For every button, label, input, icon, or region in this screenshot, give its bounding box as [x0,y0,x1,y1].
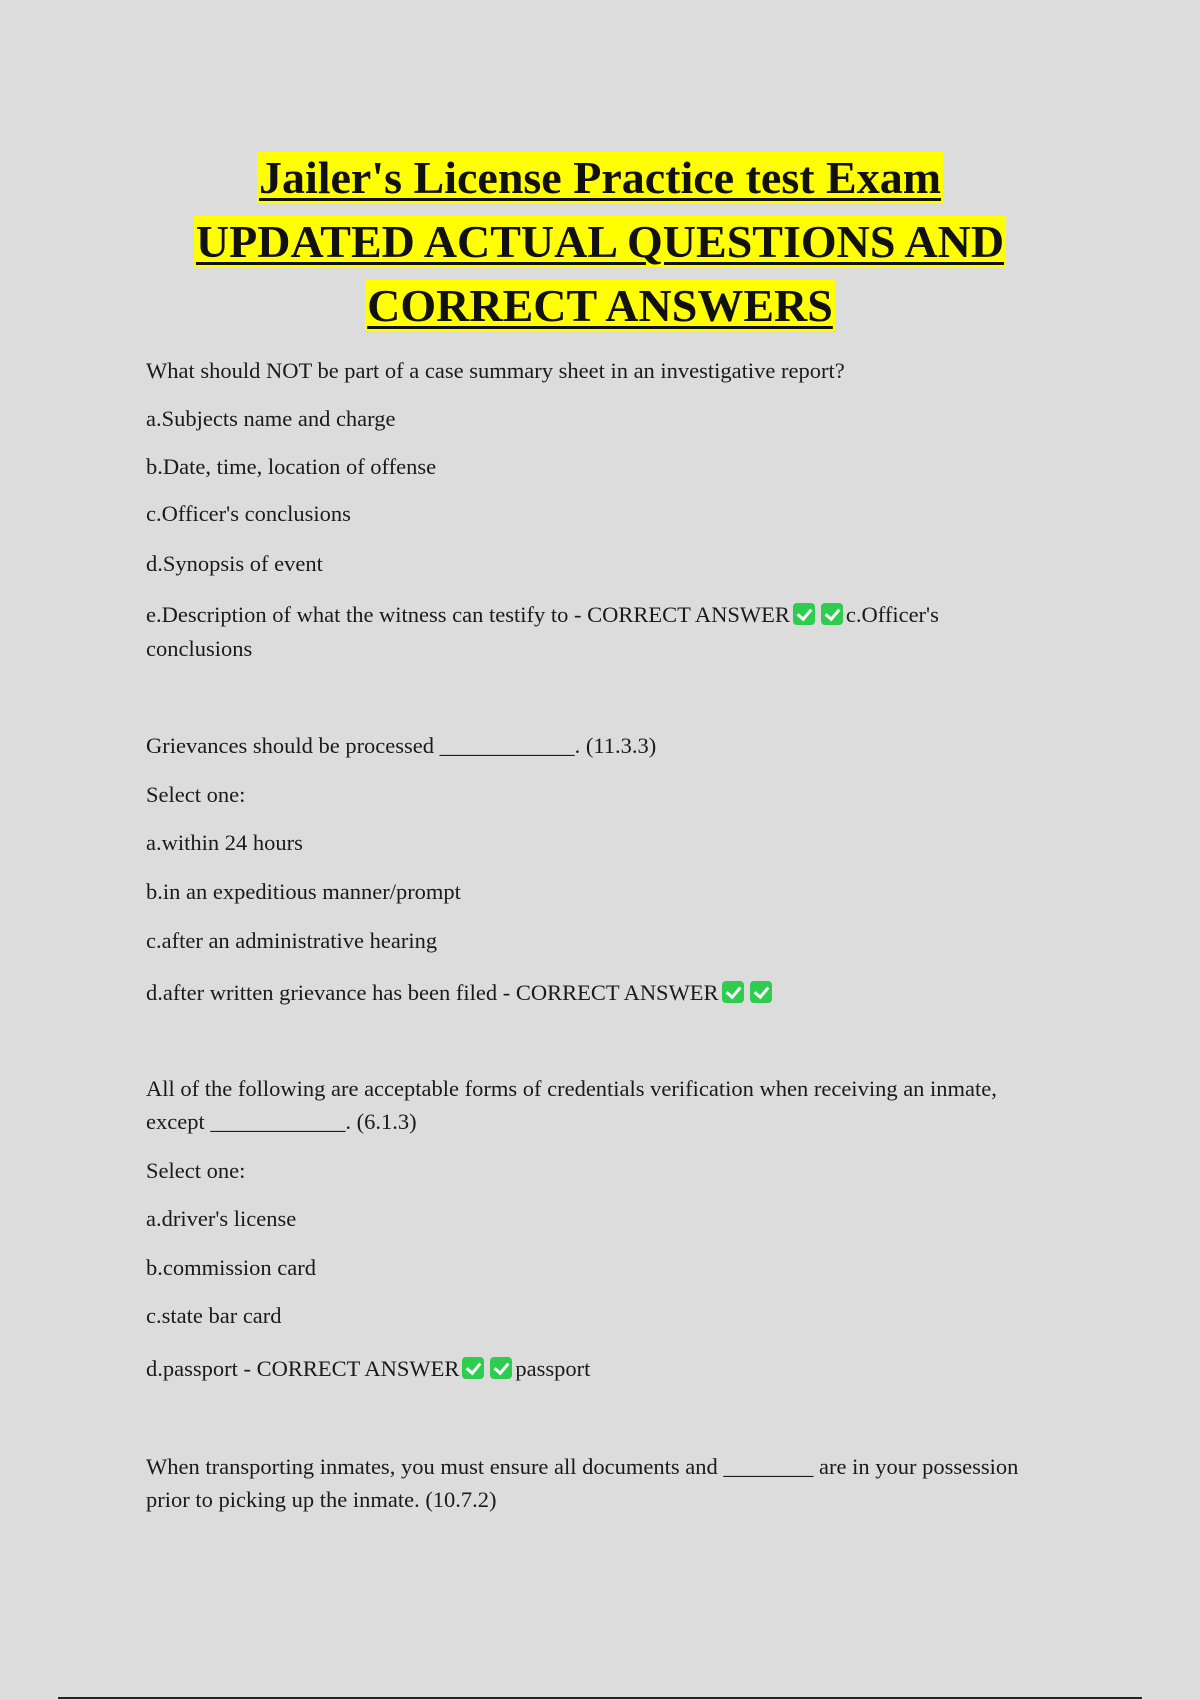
q2-option-d [146,976,775,1009]
q3-option-d-text: d.passport - CORRECT ANSWER [146,1356,460,1381]
check-mark-icon [722,981,744,1003]
title-line-2: UPDATED ACTUAL QUESTIONS AND [195,216,1005,267]
q2-option-d-text: d.after written grievance has been filed - CORRECT ANSWER [146,980,719,1005]
q1-option-e-text: e.Description of what the witness can testify to - CORRECT ANSWER [146,602,790,627]
document-title [0,146,1200,338]
q3-option-c: c.state bar card [146,1303,282,1328]
q2-option-b: b.in an expeditious manner/prompt [146,879,461,904]
footer-divider [58,1697,1142,1699]
q3-option-a: a.driver's license [146,1206,297,1231]
q3-option-b: b.commission card [146,1255,316,1280]
q2-select-one: Select one: [146,782,246,807]
check-mark-icon [821,603,843,625]
q1-answer-cont: conclusions [146,636,253,661]
check-mark-icon [750,981,772,1003]
q3-answer: passport [515,1356,591,1381]
q2-option-c: c.after an administrative hearing [146,928,438,953]
q1-option-d: d.Synopsis of event [146,551,323,576]
question-3: All of the following are acceptable forms of credentials verification when receiving an inmate, except ____________. (6.1.3) [146,1076,997,1134]
q2-option-a: a.within 24 hours [146,830,303,855]
question-1: What should NOT be part of a case summary sheet in an investigative report? [146,358,845,383]
q3-option-d [146,1352,590,1385]
check-mark-icon [462,1357,484,1379]
q1-option-b: b.Date, time, location of offense [146,454,437,479]
check-mark-icon [793,603,815,625]
check-mark-icon [490,1357,512,1379]
q1-option-c: c.Officer's conclusions [146,501,351,526]
q1-option-e [146,598,939,631]
q1-answer: c.Officer's [845,602,939,627]
title-line-3: CORRECT ANSWERS [367,280,833,331]
question-4: When transporting inmates, you must ensure all documents and ________ are in your possession prior to picking up the inmate. (10.7.2) [146,1454,1019,1512]
question-2: Grievances should be processed ____________. (11.3.3) [146,733,657,758]
q3-select-one: Select one: [146,1158,246,1183]
q1-option-a: a.Subjects name and charge [146,406,396,431]
title-line-1: Jailer's License Practice test Exam [258,152,942,203]
